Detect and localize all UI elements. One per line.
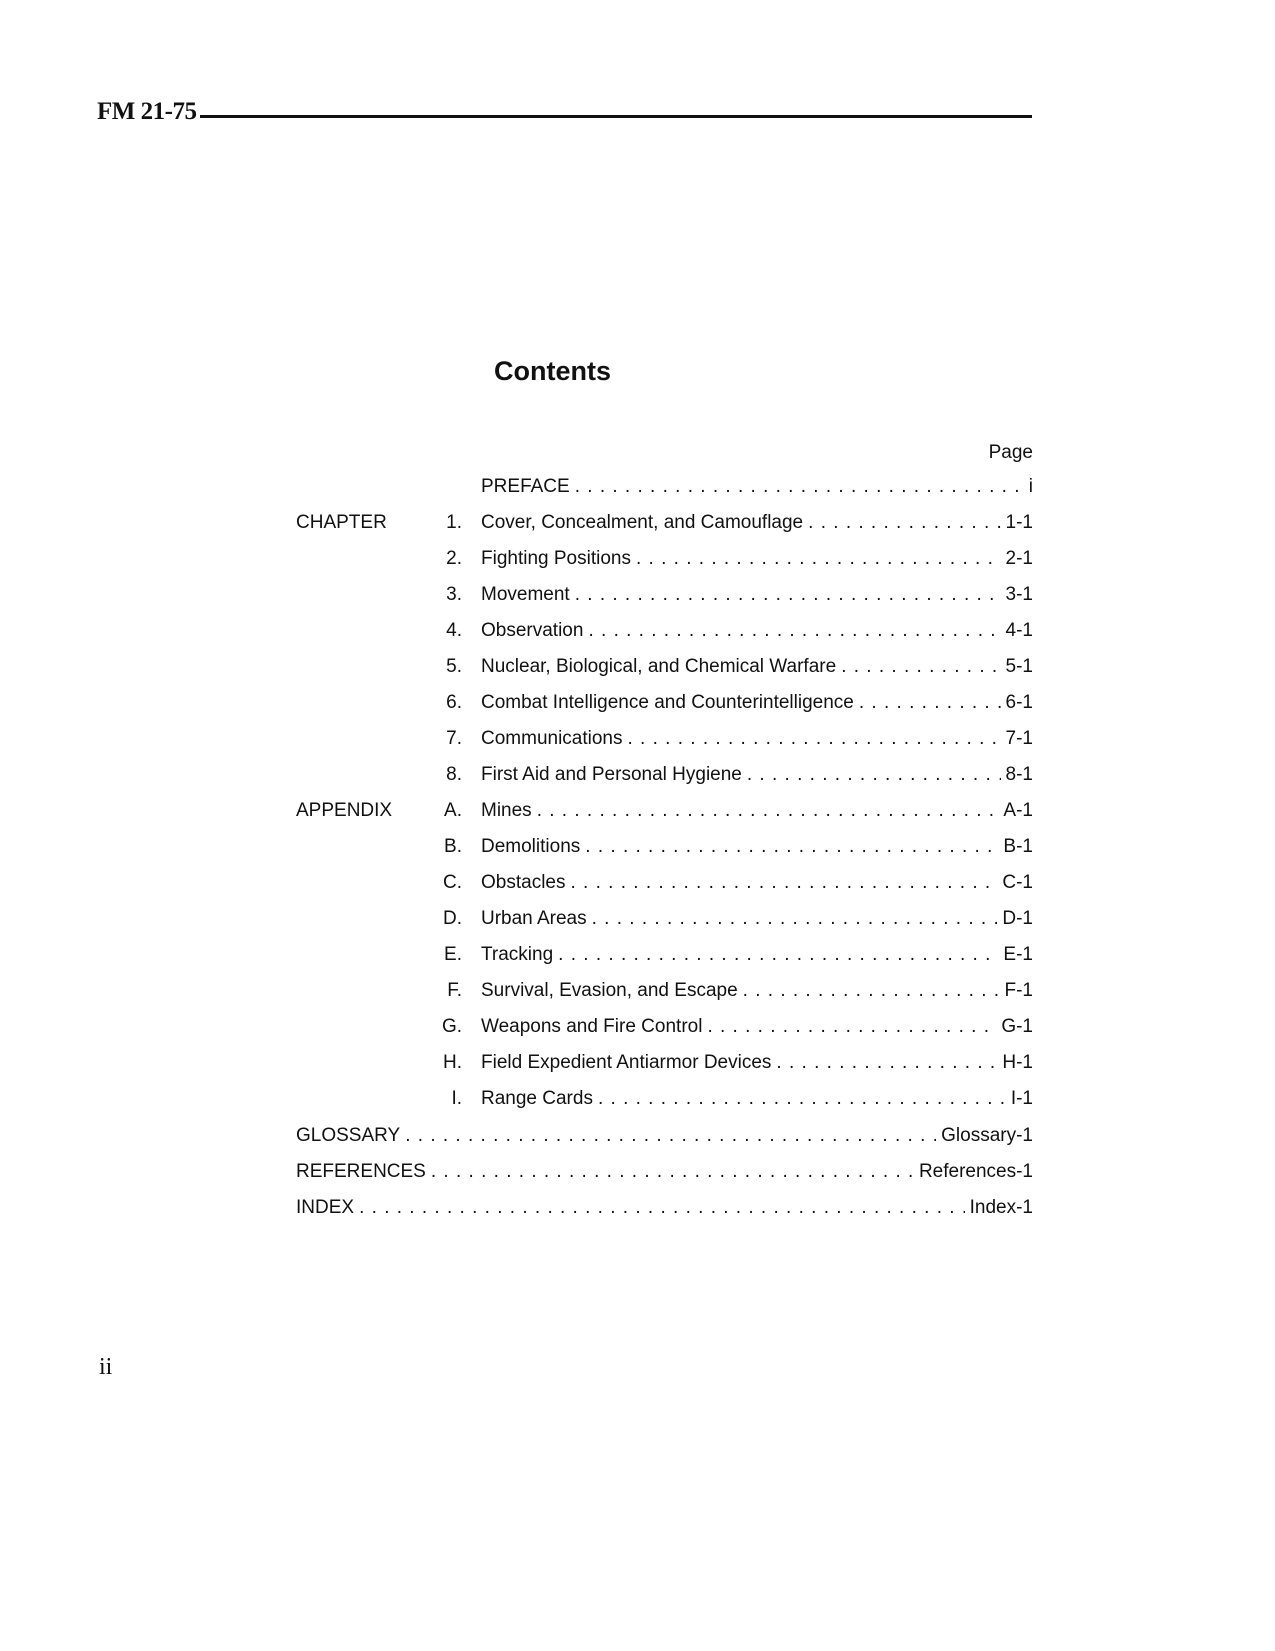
dot-leader bbox=[570, 869, 997, 897]
entry-number: 6. bbox=[446, 692, 462, 713]
dot-leader bbox=[359, 1194, 965, 1222]
entry-page: D-1 bbox=[1002, 908, 1033, 929]
toc-entry bbox=[481, 473, 1033, 501]
entry-number: D. bbox=[443, 908, 462, 929]
dot-leader bbox=[592, 905, 998, 933]
toc-entry bbox=[481, 1013, 1033, 1041]
entry-title: Weapons and Fire Control bbox=[481, 1016, 703, 1037]
entry-title: PREFACE bbox=[481, 476, 570, 497]
dot-leader bbox=[537, 797, 999, 825]
toc-entry-appendix-f bbox=[296, 977, 1033, 1005]
entry-number: 3. bbox=[446, 584, 462, 605]
entry-page: 2-1 bbox=[1005, 548, 1033, 569]
appendix-section-label: APPENDIX bbox=[296, 800, 393, 821]
entry-page: A-1 bbox=[1003, 800, 1033, 821]
toc-entry bbox=[481, 689, 1033, 717]
toc-entry bbox=[296, 1158, 1033, 1186]
toc-entry-appendix-b bbox=[296, 833, 1033, 861]
entry-number: B. bbox=[444, 836, 462, 857]
toc-entry bbox=[481, 617, 1033, 645]
toc-entry bbox=[481, 581, 1033, 609]
dot-leader bbox=[575, 473, 1024, 501]
chapter-section-label: CHAPTER bbox=[296, 512, 387, 533]
toc-entry bbox=[481, 545, 1033, 573]
toc-entry bbox=[296, 1194, 1033, 1222]
dot-leader bbox=[808, 509, 1000, 537]
entry-title: Communications bbox=[481, 728, 623, 749]
entry-title: Demolitions bbox=[481, 836, 581, 857]
document-id: FM 21-75 bbox=[97, 98, 197, 125]
page-column-label: Page bbox=[988, 442, 1033, 463]
entry-number: F. bbox=[447, 980, 462, 1001]
entry-title: Tracking bbox=[481, 944, 554, 965]
dot-leader bbox=[636, 545, 1001, 573]
toc-entry-appendix-d bbox=[296, 905, 1033, 933]
dot-leader bbox=[743, 977, 1000, 1005]
toc-entry bbox=[481, 653, 1033, 681]
page-number: ii bbox=[99, 1354, 113, 1380]
toc-entry bbox=[481, 869, 1033, 897]
entry-page: C-1 bbox=[1002, 872, 1033, 893]
toc-entry-appendix-e bbox=[296, 941, 1033, 969]
entry-number: I. bbox=[451, 1088, 462, 1109]
toc-entry-appendix-g bbox=[296, 1013, 1033, 1041]
entry-page: G-1 bbox=[1001, 1016, 1033, 1037]
toc-entry bbox=[481, 941, 1033, 969]
entry-title: Survival, Evasion, and Escape bbox=[481, 980, 738, 1001]
toc-entry bbox=[296, 1122, 1033, 1150]
dot-leader bbox=[588, 617, 1000, 645]
dot-leader bbox=[558, 941, 998, 969]
toc-entry bbox=[481, 905, 1033, 933]
entry-page: I-1 bbox=[1010, 1088, 1033, 1109]
toc-entry bbox=[481, 977, 1033, 1005]
dot-leader bbox=[575, 581, 1001, 609]
entry-title: Movement bbox=[481, 584, 570, 605]
dot-leader bbox=[405, 1122, 936, 1150]
toc-entry-appendix-h bbox=[296, 1049, 1033, 1077]
toc-entry-appendix-i bbox=[296, 1085, 1033, 1113]
toc-entry-glossary bbox=[296, 1122, 1033, 1150]
toc-entry-chapter-6 bbox=[296, 689, 1033, 717]
toc-entry bbox=[481, 1049, 1033, 1077]
entry-page: 8-1 bbox=[1005, 764, 1033, 785]
toc-entry-chapter-2 bbox=[296, 545, 1033, 573]
entry-page: i bbox=[1028, 476, 1033, 497]
dot-leader bbox=[859, 689, 1001, 717]
toc-entry-chapter-8 bbox=[296, 761, 1033, 789]
entry-page: B-1 bbox=[1003, 836, 1033, 857]
entry-title: Range Cards bbox=[481, 1088, 593, 1109]
entry-title: Field Expedient Antiarmor Devices bbox=[481, 1052, 772, 1073]
entry-page: E-1 bbox=[1003, 944, 1033, 965]
entry-page: 1-1 bbox=[1005, 512, 1033, 533]
entry-number: 4. bbox=[446, 620, 462, 641]
entry-number: H. bbox=[443, 1052, 462, 1073]
toc-entry-chapter-7 bbox=[296, 725, 1033, 753]
toc-entry bbox=[481, 509, 1033, 537]
entry-title: Urban Areas bbox=[481, 908, 587, 929]
entry-page: 3-1 bbox=[1005, 584, 1033, 605]
entry-number: 8. bbox=[446, 764, 462, 785]
toc-entry-preface bbox=[296, 473, 1033, 501]
entry-title: Mines bbox=[481, 800, 532, 821]
dot-leader bbox=[707, 1013, 996, 1041]
entry-title: Combat Intelligence and Counterintelligence bbox=[481, 692, 854, 713]
dot-leader bbox=[747, 761, 1001, 789]
toc-entry-appendix-c bbox=[296, 869, 1033, 897]
entry-number: G. bbox=[441, 1016, 462, 1037]
entry-page: H-1 bbox=[1002, 1052, 1033, 1073]
entry-title: Nuclear, Biological, and Chemical Warfare bbox=[481, 656, 837, 677]
toc-entry bbox=[481, 761, 1033, 789]
entry-title: Observation bbox=[481, 620, 584, 641]
entry-page: F-1 bbox=[1004, 980, 1033, 1001]
entry-page: 7-1 bbox=[1005, 728, 1033, 749]
toc-entry-chapter-4 bbox=[296, 617, 1033, 645]
toc-entry bbox=[481, 833, 1033, 861]
page-title: Contents bbox=[494, 356, 611, 386]
entry-title: Fighting Positions bbox=[481, 548, 631, 569]
dot-leader bbox=[628, 725, 1001, 753]
toc-entry-appendix-a bbox=[296, 797, 1033, 825]
entry-number: 2. bbox=[446, 548, 462, 569]
entry-page: References-1 bbox=[918, 1161, 1033, 1182]
entry-title: INDEX bbox=[296, 1197, 355, 1218]
entry-page: 4-1 bbox=[1005, 620, 1033, 641]
entry-title: REFERENCES bbox=[296, 1161, 426, 1182]
entry-page: Index-1 bbox=[969, 1197, 1033, 1218]
entry-page: Glossary-1 bbox=[941, 1125, 1033, 1146]
entry-title: First Aid and Personal Hygiene bbox=[481, 764, 742, 785]
entry-number: 5. bbox=[446, 656, 462, 677]
toc-entry-chapter-5 bbox=[296, 653, 1033, 681]
toc-entry bbox=[481, 797, 1033, 825]
toc-entry-chapter-3 bbox=[296, 581, 1033, 609]
dot-leader bbox=[598, 1085, 1006, 1113]
entry-title: Obstacles bbox=[481, 872, 566, 893]
dot-leader bbox=[585, 833, 998, 861]
dot-leader bbox=[841, 653, 1000, 681]
entry-page: 6-1 bbox=[1005, 692, 1033, 713]
entry-number: C. bbox=[443, 872, 462, 893]
toc-entry bbox=[481, 1085, 1033, 1113]
entry-number: A. bbox=[444, 800, 462, 821]
dot-leader bbox=[776, 1049, 997, 1077]
dot-leader bbox=[431, 1158, 914, 1186]
entry-number: 1. bbox=[446, 512, 462, 533]
toc-entry-chapter-1 bbox=[296, 509, 1033, 537]
toc-entry-index bbox=[296, 1194, 1033, 1222]
entry-title: GLOSSARY bbox=[296, 1125, 401, 1146]
entry-title: Cover, Concealment, and Camouflage bbox=[481, 512, 804, 533]
entry-number: 7. bbox=[446, 728, 462, 749]
toc-entry-references bbox=[296, 1158, 1033, 1186]
entry-number: E. bbox=[444, 944, 462, 965]
entry-page: 5-1 bbox=[1005, 656, 1033, 677]
toc-entry bbox=[481, 725, 1033, 753]
